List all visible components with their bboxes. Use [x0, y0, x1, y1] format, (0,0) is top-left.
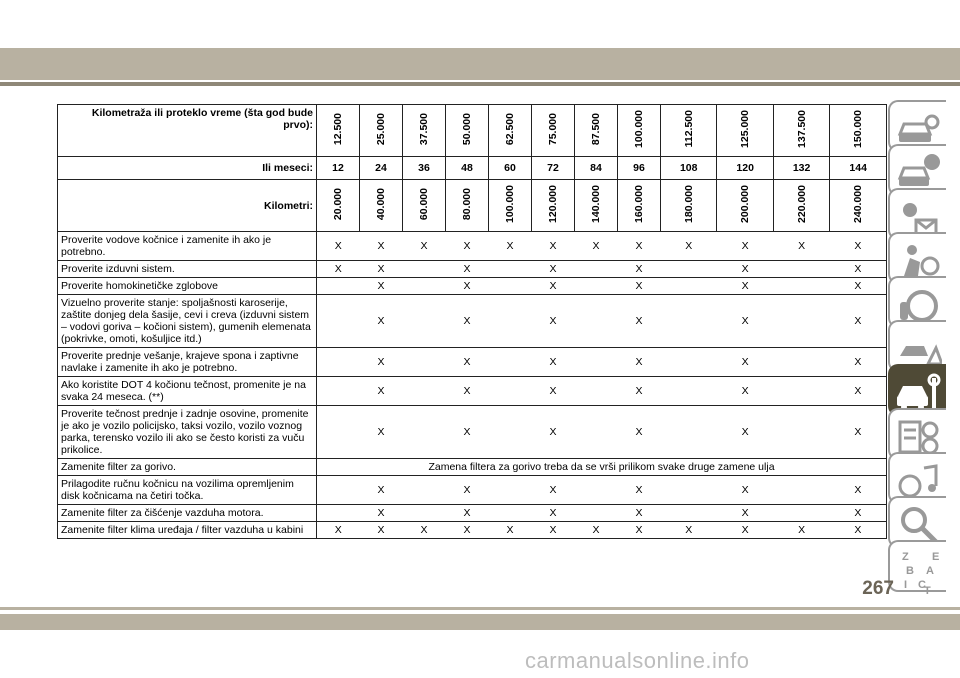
schedule-mark: X — [446, 476, 489, 505]
schedule-mark: X — [830, 278, 887, 295]
schedule-mark: X — [532, 295, 575, 348]
months-value: 108 — [661, 157, 717, 180]
schedule-mark: X — [446, 505, 489, 522]
schedule-mark: X — [317, 261, 360, 278]
km-value: 40.000 — [375, 187, 387, 221]
index-letter: C — [918, 579, 926, 591]
schedule-mark: X — [360, 476, 403, 505]
schedule-mark: X — [317, 522, 360, 539]
schedule-mark: X — [532, 522, 575, 539]
index-letter: T — [924, 585, 931, 594]
schedule-mark: X — [830, 476, 887, 505]
maintenance-schedule-table — [57, 104, 887, 539]
schedule-mark: X — [360, 261, 403, 278]
schedule-mark — [317, 348, 360, 377]
schedule-mark — [403, 348, 446, 377]
schedule-mark — [773, 377, 829, 406]
schedule-mark: X — [446, 406, 489, 459]
task-label: Ako koristite DOT 4 kočionu tečnost, promenite je na svaka 24 meseca. (**) — [58, 377, 317, 406]
table-row — [58, 232, 887, 261]
schedule-mark — [773, 295, 829, 348]
schedule-mark — [661, 295, 717, 348]
mileage-value: 137.500 — [795, 110, 808, 148]
schedule-mark: X — [360, 406, 403, 459]
schedule-mark — [575, 261, 618, 278]
mileage-value: 87.500 — [590, 112, 602, 146]
months-value: 60 — [489, 157, 532, 180]
schedule-mark — [489, 377, 532, 406]
mileage-value: 12.500 — [332, 112, 344, 146]
schedule-mark: X — [717, 295, 773, 348]
months-value: 48 — [446, 157, 489, 180]
schedule-mark: X — [532, 406, 575, 459]
mileage-value: 150.000 — [852, 110, 865, 148]
header-row — [58, 105, 887, 157]
schedule-mark: X — [360, 348, 403, 377]
mileage-value: 100.000 — [633, 110, 645, 148]
km-value: 80.000 — [461, 187, 473, 221]
schedule-mark: X — [446, 232, 489, 261]
schedule-mark — [661, 377, 717, 406]
schedule-mark: X — [360, 522, 403, 539]
schedule-mark: X — [618, 295, 661, 348]
mileage-value: 37.500 — [418, 112, 430, 146]
schedule-mark: X — [360, 232, 403, 261]
task-label: Prilagodite ručnu kočnicu na vozilima opremljenim disk kočnicama na četiri točka. — [58, 476, 317, 505]
schedule-mark — [317, 377, 360, 406]
km-value: 220.000 — [795, 185, 808, 223]
schedule-mark — [489, 348, 532, 377]
schedule-mark: X — [717, 505, 773, 522]
schedule-mark: X — [360, 377, 403, 406]
schedule-mark — [661, 505, 717, 522]
schedule-mark — [773, 278, 829, 295]
schedule-mark: X — [532, 348, 575, 377]
schedule-mark — [403, 278, 446, 295]
table-row — [58, 459, 887, 476]
km-value: 240.000 — [852, 185, 865, 223]
schedule-mark: X — [532, 377, 575, 406]
schedule-mark: X — [618, 261, 661, 278]
schedule-mark: X — [717, 476, 773, 505]
schedule-mark: X — [717, 232, 773, 261]
mileage-value: 50.000 — [461, 112, 473, 146]
km-value: 160.000 — [633, 185, 645, 223]
schedule-mark — [575, 377, 618, 406]
top-header-band — [0, 0, 960, 88]
schedule-mark — [317, 505, 360, 522]
schedule-mark: X — [618, 232, 661, 261]
watermark: carmanualsonline.info — [525, 648, 750, 673]
km-value: 180.000 — [682, 185, 695, 223]
schedule-mark: X — [532, 505, 575, 522]
schedule-mark — [317, 476, 360, 505]
schedule-mark — [489, 278, 532, 295]
schedule-mark: X — [360, 505, 403, 522]
table-row — [58, 377, 887, 406]
schedule-mark: X — [532, 476, 575, 505]
index-letter: I — [904, 579, 908, 591]
page-number: 267 — [862, 578, 894, 599]
months-value: 84 — [575, 157, 618, 180]
table-row — [58, 406, 887, 459]
km-value: 60.000 — [418, 187, 430, 221]
schedule-mark — [403, 261, 446, 278]
schedule-mark — [773, 406, 829, 459]
schedule-mark — [575, 476, 618, 505]
index-letter: A — [926, 565, 934, 577]
header-label: Kilometraža ili proteklo vreme (šta god bude prvo): — [58, 105, 317, 157]
task-label: Proverite homokinetičke zglobove — [58, 278, 317, 295]
schedule-mark: X — [618, 278, 661, 295]
mileage-value: 125.000 — [739, 110, 752, 148]
table-row — [58, 505, 887, 522]
schedule-mark — [575, 406, 618, 459]
schedule-mark — [489, 295, 532, 348]
schedule-mark: X — [446, 522, 489, 539]
km-value: 100.000 — [504, 185, 516, 223]
schedule-mark: X — [532, 278, 575, 295]
index-letter: E — [932, 551, 940, 563]
schedule-mark — [661, 406, 717, 459]
schedule-mark: X — [618, 522, 661, 539]
table-row — [58, 348, 887, 377]
schedule-mark — [403, 476, 446, 505]
schedule-mark: X — [830, 377, 887, 406]
span-note: Zamena filtera za gorivo treba da se vrši prilikom svake druge zamene ulja — [317, 459, 887, 476]
schedule-mark: X — [618, 505, 661, 522]
schedule-mark — [317, 406, 360, 459]
months-row — [58, 157, 887, 180]
schedule-mark: X — [489, 232, 532, 261]
months-value: 132 — [773, 157, 829, 180]
schedule-mark: X — [773, 232, 829, 261]
schedule-mark — [403, 377, 446, 406]
km-label: Kilometri: — [58, 180, 317, 232]
km-row — [58, 180, 887, 232]
months-label: Ili meseci: — [58, 157, 317, 180]
task-label: Zamenite filter za čišćenje vazduha motora. — [58, 505, 317, 522]
schedule-mark — [403, 505, 446, 522]
schedule-mark: X — [446, 377, 489, 406]
schedule-mark: X — [618, 406, 661, 459]
table-row — [58, 522, 887, 539]
task-label: Vizuelno proverite stanje: spoljašnosti karoserije, zaštite donjeg dela šasije, cevi i creva (izduvni sistem – vodovi goriva – kočioni sistem), gumenih elemenata (pokrivke, omoti, košuljice itd.) — [58, 295, 317, 348]
schedule-mark: X — [317, 232, 360, 261]
schedule-mark — [575, 505, 618, 522]
schedule-mark: X — [830, 232, 887, 261]
schedule-mark — [773, 505, 829, 522]
schedule-mark: X — [446, 295, 489, 348]
schedule-mark — [489, 476, 532, 505]
mileage-value: 25.000 — [375, 112, 387, 146]
task-label: Proverite vodove kočnice i zamenite ih ako je potrebno. — [58, 232, 317, 261]
schedule-mark — [403, 295, 446, 348]
task-label: Proverite izduvni sistem. — [58, 261, 317, 278]
schedule-mark: X — [717, 278, 773, 295]
schedule-mark: X — [446, 278, 489, 295]
schedule-mark — [489, 261, 532, 278]
schedule-mark — [773, 348, 829, 377]
schedule-mark: X — [618, 348, 661, 377]
schedule-mark: X — [717, 377, 773, 406]
schedule-mark: X — [532, 232, 575, 261]
months-value: 120 — [717, 157, 773, 180]
months-value: 36 — [403, 157, 446, 180]
schedule-mark — [773, 261, 829, 278]
header-bar-line — [0, 82, 960, 86]
km-value: 200.000 — [739, 185, 752, 223]
schedule-mark: X — [575, 522, 618, 539]
task-label: Proverite prednje vešanje, krajeve spona i zaptivne navlake i zamenite ih ako je potrebno. — [58, 348, 317, 377]
schedule-mark: X — [830, 261, 887, 278]
schedule-mark — [403, 406, 446, 459]
months-value: 96 — [618, 157, 661, 180]
table-row — [58, 295, 887, 348]
schedule-mark: X — [830, 406, 887, 459]
schedule-mark — [489, 505, 532, 522]
schedule-mark: X — [489, 522, 532, 539]
months-value: 24 — [360, 157, 403, 180]
schedule-mark — [661, 278, 717, 295]
schedule-mark — [575, 295, 618, 348]
mileage-value: 112.500 — [682, 110, 695, 148]
schedule-mark: X — [360, 278, 403, 295]
km-value: 120.000 — [547, 185, 559, 223]
schedule-mark: X — [575, 232, 618, 261]
task-label: Zamenite filter za gorivo. — [58, 459, 317, 476]
schedule-mark: X — [618, 476, 661, 505]
schedule-mark — [317, 295, 360, 348]
schedule-mark — [773, 476, 829, 505]
task-label: Proverite tečnost prednje i zadnje osovine, promenite je ako je vozilo policijsko, taksi vozilo, vozilo voznog parka, terensko vozilo ili ako se često koristi za vuču prikolice. — [58, 406, 317, 459]
mileage-value: 62.500 — [504, 112, 516, 146]
schedule-mark: X — [446, 348, 489, 377]
index-letter: B — [906, 565, 914, 577]
index-letter: Z — [902, 551, 909, 563]
schedule-mark — [661, 476, 717, 505]
mileage-value: 75.000 — [547, 112, 559, 146]
months-value: 72 — [532, 157, 575, 180]
months-value: 12 — [317, 157, 360, 180]
chapter-tab[interactable] — [888, 540, 946, 592]
schedule-mark: X — [830, 505, 887, 522]
header-bar — [0, 48, 960, 80]
schedule-mark — [489, 406, 532, 459]
task-label: Zamenite filter klima uređaja / filter vazduha u kabini — [58, 522, 317, 539]
km-value: 20.000 — [332, 187, 344, 221]
months-value: 144 — [830, 157, 887, 180]
schedule-mark: X — [360, 295, 403, 348]
schedule-mark: X — [661, 232, 717, 261]
table-row — [58, 278, 887, 295]
schedule-mark: X — [403, 232, 446, 261]
schedule-mark: X — [830, 295, 887, 348]
schedule-mark — [661, 348, 717, 377]
schedule-mark: X — [830, 522, 887, 539]
schedule-mark: X — [717, 406, 773, 459]
schedule-mark — [575, 278, 618, 295]
schedule-mark: X — [773, 522, 829, 539]
schedule-mark: X — [446, 261, 489, 278]
table-row — [58, 261, 887, 278]
schedule-mark — [575, 348, 618, 377]
schedule-mark: X — [618, 377, 661, 406]
schedule-mark: X — [403, 522, 446, 539]
schedule-mark — [661, 261, 717, 278]
schedule-mark: X — [717, 261, 773, 278]
schedule-mark: X — [661, 522, 717, 539]
schedule-mark: X — [532, 261, 575, 278]
schedule-mark: X — [717, 348, 773, 377]
table-row — [58, 476, 887, 505]
km-value: 140.000 — [590, 185, 602, 223]
schedule-mark — [317, 278, 360, 295]
schedule-mark: X — [717, 522, 773, 539]
schedule-mark: X — [830, 348, 887, 377]
